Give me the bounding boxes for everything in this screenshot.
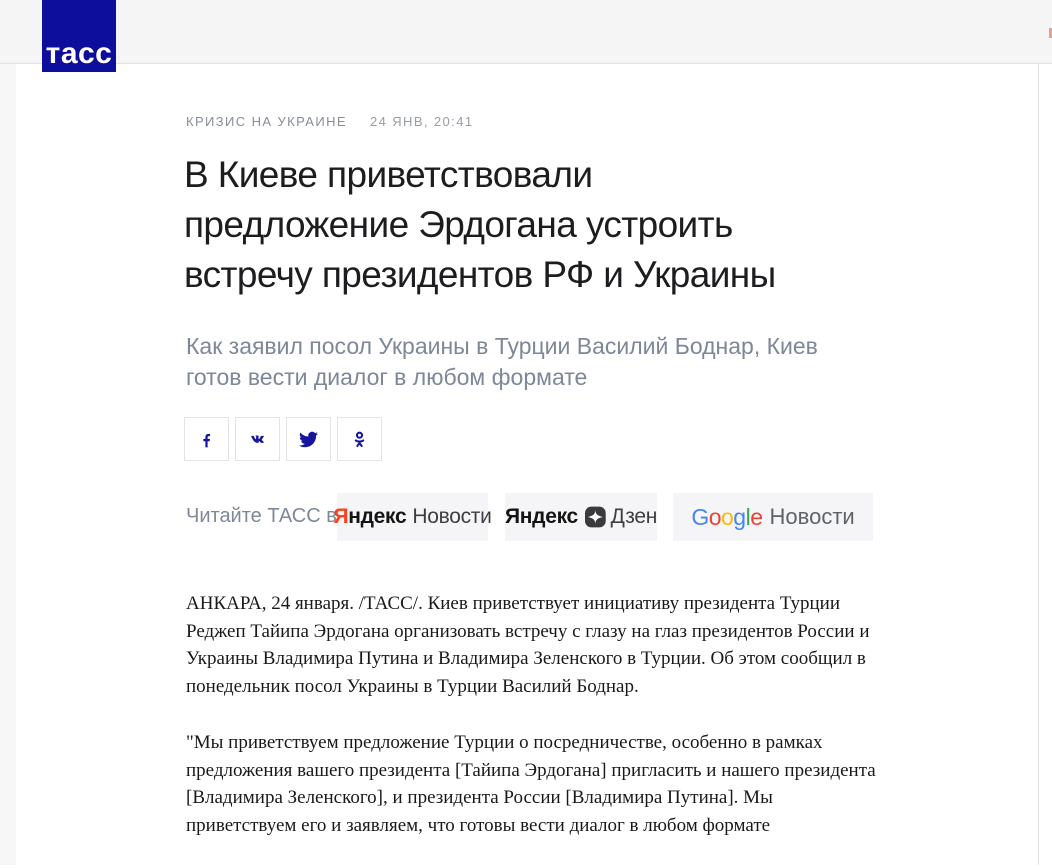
read-tass-label: Читайте ТАСС в (186, 505, 337, 527)
google-letter-o1: o (708, 503, 721, 530)
title-line-2: предложение Эрдогана устроить (184, 204, 733, 245)
title-line-1: В Киеве приветствовали (184, 154, 593, 195)
yandex-zen-brand: Яндекс (505, 505, 578, 528)
share-odnoklassniki-button[interactable] (337, 417, 382, 461)
google-letter-e: e (750, 503, 763, 530)
yandex-news-button[interactable] (333, 493, 492, 541)
share-twitter-button[interactable] (286, 417, 331, 461)
google-news-button[interactable] (673, 493, 873, 541)
article-body (186, 590, 880, 868)
publish-datetime: 24 ЯНВ, 20:41 (369, 114, 474, 129)
scrollbar[interactable] (1038, 64, 1052, 865)
article-meta (186, 114, 473, 129)
facebook-icon (197, 430, 216, 449)
twitter-icon (299, 430, 318, 449)
share-buttons (184, 417, 382, 461)
yandex-zen-product: Дзен (610, 505, 657, 528)
share-facebook-button[interactable] (184, 417, 229, 461)
yandex-brand-rest: ндекс (348, 505, 407, 528)
yandex-red-letter: Я (333, 505, 349, 528)
subtitle-line-1: Как заявил посол Украины в Турции Василий Боднар, Киев (186, 333, 818, 359)
google-letter-l: l (745, 503, 751, 530)
yandex-zen-button[interactable] (505, 493, 657, 541)
paragraph-1: АНКАРА, 24 января. /ТАСС/. Киев приветствует инициативу президента Турции Реджеп Тайипа Эрдогана организовать встречу с глазу на глаз президентов России и Украины Владимира Путина и Владимира Зеленского в Турции. Об этом сообщил в понедельник посол Украины в Турции Василий Боднар. (186, 593, 870, 697)
odnoklassniki-icon (350, 430, 369, 449)
tass-logo[interactable] (42, 0, 116, 72)
tass-logo-text: тасс (45, 37, 113, 70)
article-subtitle (186, 331, 886, 393)
page-left-margin (0, 64, 16, 865)
subtitle-line-2: готов вести диалог в любом формате (186, 364, 588, 390)
top-header-band (0, 0, 1052, 64)
share-vk-button[interactable] (235, 417, 280, 461)
yandex-news-product: Новости (412, 505, 492, 528)
google-news-product: Новости (769, 504, 855, 529)
rubric-link[interactable]: КРИЗИС НА УКРАИНЕ (186, 114, 347, 129)
title-line-3: встречу президентов РФ и Украины (184, 254, 776, 295)
google-letter-g2: g (733, 503, 746, 530)
vk-icon (248, 430, 267, 449)
paragraph-2: "Мы приветствуем предложение Турции о посредничестве, особенно в рамках предложения вашего президента [Тайипа Эрдогана] пригласить и нашего президента [Владимира Зеленского], и президента России [Владимира Путина]. Мы приветствуем его и заявляем, что готовы вести диалог в любом формате (186, 732, 876, 836)
google-letter-g: G (691, 503, 709, 530)
google-letter-o2: o (721, 503, 734, 530)
article-title (184, 150, 904, 300)
google-logo (691, 504, 762, 531)
zen-icon (585, 504, 606, 530)
